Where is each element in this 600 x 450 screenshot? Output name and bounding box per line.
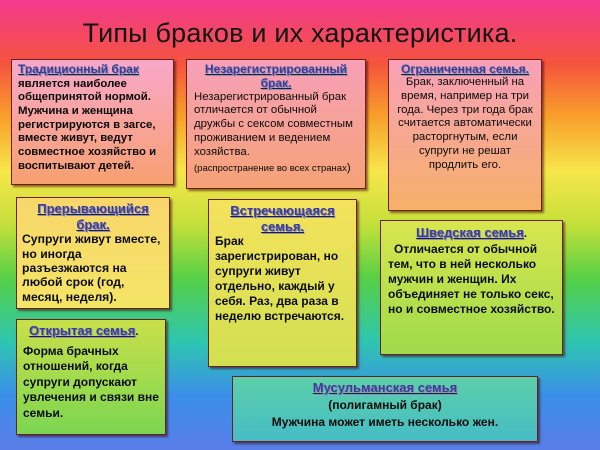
- unregistered-marriage-note: [194, 162, 358, 176]
- slide-title: Типы браков и их характеристика.: [82, 18, 518, 48]
- open-family-box: [16, 319, 166, 435]
- muslim-family-box: [232, 376, 538, 442]
- traditional-marriage-text: является наиболее общепринятой нормой. Мужчина и женщина регистрируются в загсе, вместе живут, ведут совместное хозяйство и воспитывают детей.: [18, 77, 157, 172]
- open-family-text: Форма брачных отношений, когда супруги допускают увлечения и связи вне семьи.: [23, 343, 159, 421]
- open-family-heading: Открытая семья: [29, 323, 136, 338]
- muslim-family-subtitle: (полигамный брак): [328, 397, 442, 412]
- unregistered-marriage-heading: Незарегистрированный брак.: [204, 62, 348, 91]
- muslim-family-heading: Мусульманская семья: [312, 380, 458, 395]
- meeting-family-heading: Встречающаяся семья.: [230, 203, 335, 234]
- interrupted-marriage-text: Супруги живут вместе, но иногда разъезжаются на любой срок (год, месяц, неделя).: [22, 232, 161, 304]
- swedish-family-dot: .: [523, 228, 527, 240]
- meeting-family-text: Брак зарегистрирован, но супруги живут отдельно, каждый у себя. Раз, два раза в неделю встречаются.: [215, 234, 345, 324]
- swedish-family-box: [380, 220, 563, 355]
- meeting-family-box: [208, 199, 357, 367]
- muslim-family-text: Мужчина может иметь несколько жен.: [271, 414, 499, 429]
- interrupted-marriage-heading: Прерывающийся брак.: [37, 201, 149, 232]
- open-family-dot: .: [135, 326, 139, 338]
- unregistered-note-text: (распространение во всех странах: [194, 163, 347, 175]
- limited-family-text: Брак, заключенный на время, например на три года. Через три года брак считается автоматически расторгнутым, если супруги не решат продлить его.: [397, 76, 533, 171]
- unregistered-marriage-text: Незарегистрированный брак отличается от обычной дружбы с сексом совместным проживанием и ведением хозяйства.: [194, 90, 353, 158]
- limited-family-box: [388, 59, 542, 211]
- traditional-marriage-heading: Традиционный брак: [18, 62, 139, 76]
- traditional-marriage-box: [11, 59, 174, 185]
- swedish-family-heading: Шведская семья: [415, 225, 524, 240]
- limited-family-heading: Ограниченная семья.: [401, 62, 529, 76]
- unregistered-note-paren: ): [346, 162, 351, 175]
- interrupted-marriage-box: [16, 197, 170, 309]
- unregistered-marriage-box: [186, 59, 366, 189]
- swedish-family-text: Отличается от обычной тем, что в ней несколько мужчин и женщин. Их объединяет не только секс, но и совместное хозяйство.: [388, 241, 555, 317]
